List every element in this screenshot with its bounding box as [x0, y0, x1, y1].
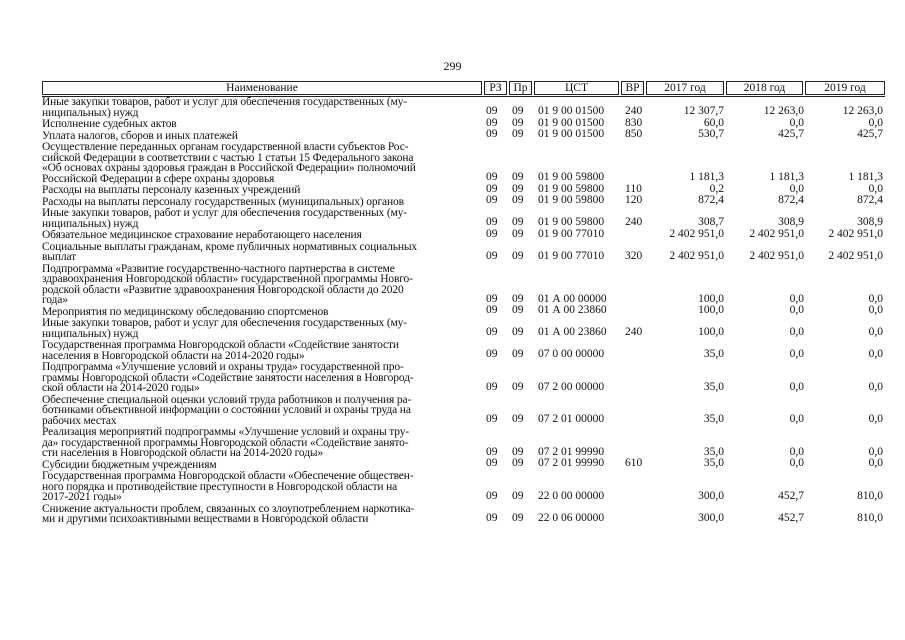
- row-vr: 830: [625, 116, 643, 129]
- row-2019: 0,0: [868, 116, 883, 129]
- row-rz: 09: [486, 445, 498, 458]
- row-2019: 0,0: [868, 380, 883, 393]
- table-row: [42, 427, 885, 459]
- row-name: Подпрограмма «Развитие государственно-частного партнерства в системе здравоохранения Новгородской области» государственной программы Новго- родской области «Развитие здравоохранения Новгородской области до 2020 года»: [42, 262, 413, 306]
- row-cst: 07 2 01 99990: [538, 457, 605, 469]
- header-rz: РЗ: [484, 81, 507, 95]
- header-2019: 2019 год: [805, 81, 885, 95]
- table-row: [42, 182, 885, 196]
- row-2018: 0,0: [789, 326, 804, 338]
- row-rz: 09: [486, 304, 498, 316]
- row-rz: 09: [486, 348, 498, 360]
- row-2018: 2 402 951,0: [749, 227, 804, 240]
- row-vr: 240: [625, 326, 643, 338]
- row-2018: 0,0: [789, 292, 804, 305]
- row-2019: 0,0: [868, 182, 883, 195]
- row-2017: 300,0: [698, 511, 724, 524]
- row-cst: 01 9 00 59800: [538, 171, 605, 183]
- header-cst: ЦСТ: [534, 81, 619, 95]
- row-cst: 01 9 00 01500: [538, 105, 605, 117]
- row-vr: 850: [625, 128, 643, 140]
- row-name: Уплата налогов, сборов и иных платежей: [42, 129, 238, 142]
- row-2018: 452,7: [778, 489, 804, 502]
- row-2019: 0,0: [868, 292, 883, 305]
- row-name: Социальные выплаты гражданам, кроме публичных нормативных социальных выплат: [42, 240, 418, 263]
- table-row: [42, 97, 885, 118]
- row-2018: 12 263,0: [763, 105, 804, 117]
- row-2018: 0,0: [789, 348, 804, 360]
- row-rz: 09: [486, 292, 498, 305]
- row-pr: 09: [512, 511, 524, 524]
- row-2017: 308,7: [698, 216, 724, 228]
- table-row: [42, 128, 885, 142]
- row-cst: 01 9 00 01500: [538, 116, 605, 129]
- row-2017: 530,7: [698, 128, 724, 140]
- row-2018: 425,7: [778, 128, 804, 140]
- row-name: Государственная программа Новгородской области «Обеспечение обществен- ного порядка и противодействие преступности в Новгородской области на 2017-2021 годы»: [42, 470, 414, 503]
- row-cst: 01 А 00 23860: [538, 304, 607, 316]
- row-name: Подпрограмма «Улучшение условий и охраны труда» государственной про- граммы Новгородской области «Содействие занятости населения в Новгород- ской области на 2014-2020 годы»: [42, 361, 414, 394]
- row-name: Иные закупки товаров, работ и услуг для обеспечения государственных (му- ниципальных) нужд: [42, 96, 407, 119]
- row-cst: 01 9 00 01500: [538, 128, 605, 140]
- row-cst: 22 0 06 00000: [538, 511, 605, 524]
- row-rz: 09: [486, 171, 498, 183]
- row-name: Расходы на выплаты персоналу государственных (муниципальных) органов: [42, 195, 404, 208]
- row-rz: 09: [486, 216, 498, 228]
- row-pr: 09: [512, 216, 524, 228]
- row-2017: 100,0: [698, 326, 724, 338]
- row-rz: 09: [486, 489, 498, 502]
- row-2018: 0,0: [789, 380, 804, 393]
- row-pr: 09: [512, 489, 524, 502]
- row-2019: 12 263,0: [842, 105, 883, 117]
- row-2019: 872,4: [857, 194, 883, 206]
- row-2017: 1 181,3: [689, 171, 724, 183]
- row-2018: 0,0: [789, 182, 804, 195]
- row-cst: 01 9 00 59800: [538, 216, 605, 228]
- table-row: [42, 362, 885, 394]
- row-cst: 01 9 00 77010: [538, 249, 605, 262]
- row-cst: 07 2 01 99990: [538, 445, 605, 458]
- table-row: [42, 227, 885, 241]
- row-2018: 0,0: [789, 116, 804, 129]
- row-rz: 09: [486, 116, 498, 129]
- row-2019: 0,0: [868, 326, 883, 338]
- row-pr: 09: [512, 249, 524, 262]
- row-name: Государственная программа Новгородской области «Содействие занятости населения в Новгородской области на 2014-2020 годы»: [42, 339, 399, 362]
- table-row: [42, 242, 885, 263]
- row-2019: 810,0: [857, 489, 883, 502]
- row-2017: 12 307,7: [683, 105, 724, 117]
- row-pr: 09: [512, 445, 524, 458]
- row-vr: 240: [625, 216, 643, 228]
- row-2018: 1 181,3: [769, 171, 804, 183]
- row-name: Иные закупки товаров, работ и услуг для обеспечения государственных (му- ниципальных) нужд: [42, 207, 407, 230]
- table-row: [42, 194, 885, 208]
- header-2018: 2018 год: [726, 81, 803, 95]
- table-row: [42, 208, 885, 229]
- header-vr: ВР: [621, 81, 644, 95]
- row-2017: 35,0: [703, 348, 724, 360]
- row-cst: 07 2 01 00000: [538, 413, 605, 425]
- row-name: Реализация мероприятий подпрограммы «Улучшение условий и охраны тру- да» государственной программы Новгородской области «Содействие занято- сти населения в Новгородской области на 2014-2020 годы»: [42, 426, 410, 459]
- row-pr: 09: [512, 457, 524, 469]
- row-pr: 09: [512, 171, 524, 183]
- row-2019: 0,0: [868, 445, 883, 458]
- header-pr: Пр: [509, 81, 532, 95]
- table-row: [42, 116, 885, 130]
- row-cst: 01 А 00 23860: [538, 326, 607, 338]
- row-pr: 09: [512, 304, 524, 316]
- row-rz: 09: [486, 194, 498, 206]
- row-rz: 09: [486, 105, 498, 117]
- row-2018: 0,0: [789, 304, 804, 316]
- row-2017: 100,0: [698, 304, 724, 316]
- row-2019: 2 402 951,0: [828, 227, 883, 240]
- row-2017: 35,0: [703, 457, 724, 469]
- row-pr: 09: [512, 292, 524, 305]
- row-cst: 01 А 00 00000: [538, 292, 607, 305]
- row-2017: 872,4: [698, 194, 724, 206]
- row-pr: 09: [512, 348, 524, 360]
- row-2017: 35,0: [703, 413, 724, 425]
- row-2017: 35,0: [703, 380, 724, 393]
- row-pr: 09: [512, 182, 524, 195]
- row-rz: 09: [486, 182, 498, 195]
- row-pr: 09: [512, 128, 524, 140]
- row-rz: 09: [486, 249, 498, 262]
- row-name: Расходы на выплаты персоналу казенных учреждений: [42, 184, 301, 196]
- row-2018: 0,0: [789, 413, 804, 425]
- row-pr: 09: [512, 194, 524, 206]
- row-vr: 240: [625, 105, 643, 117]
- table-row: [42, 471, 885, 503]
- row-2019: 425,7: [857, 128, 883, 140]
- row-cst: 01 9 00 59800: [538, 194, 605, 206]
- table-row: [42, 142, 885, 184]
- row-name: Обеспечение специальной оценки условий труда работников и получения ра- ботниками объективной информации о состоянии условий и охраны труда на рабочих местах: [42, 393, 412, 427]
- row-2017: 60,0: [703, 116, 724, 129]
- row-2019: 0,0: [868, 413, 883, 425]
- row-2017: 300,0: [698, 489, 724, 502]
- row-2019: 0,0: [868, 457, 883, 469]
- row-rz: 09: [486, 227, 498, 240]
- row-name: Субсидии бюджетным учреждениям: [42, 458, 217, 471]
- row-2018: 2 402 951,0: [749, 249, 804, 262]
- row-name: Исполнение судебных актов: [42, 118, 177, 130]
- row-2018: 0,0: [789, 457, 804, 469]
- table-body: [42, 97, 885, 525]
- row-pr: 09: [512, 380, 524, 393]
- row-2019: 308,9: [857, 216, 883, 228]
- page-number: 299: [443, 59, 462, 73]
- row-vr: 120: [625, 194, 643, 206]
- row-name: Обязательное медицинское страхование неработающего населения: [42, 229, 362, 241]
- row-cst: 07 0 00 00000: [538, 348, 605, 360]
- table-row: [42, 340, 885, 361]
- row-2018: 872,4: [778, 194, 804, 206]
- row-2017: 35,0: [703, 445, 724, 458]
- row-name: Иные закупки товаров, работ и услуг для обеспечения государственных (му- ниципальных) нужд: [42, 317, 407, 340]
- table-row: [42, 504, 885, 525]
- row-2017: 2 402 951,0: [669, 249, 724, 262]
- header-name: Наименование: [42, 81, 482, 95]
- row-name: Мероприятия по медицинскому обследованию спортсменов: [42, 305, 329, 318]
- row-rz: 09: [486, 413, 498, 425]
- row-pr: 09: [512, 116, 524, 129]
- row-cst: 01 9 00 77010: [538, 227, 605, 240]
- row-rz: 09: [486, 128, 498, 140]
- row-2019: 2 402 951,0: [828, 249, 883, 262]
- row-rz: 09: [486, 380, 498, 393]
- table-row: [42, 264, 885, 306]
- row-2019: 810,0: [857, 511, 883, 524]
- row-pr: 09: [512, 105, 524, 117]
- row-2019: 1 181,3: [848, 171, 883, 183]
- row-2017: 100,0: [698, 292, 724, 305]
- row-2018: 0,0: [789, 445, 804, 458]
- row-pr: 09: [512, 413, 524, 425]
- row-2019: 0,0: [868, 348, 883, 360]
- row-2018: 308,9: [778, 216, 804, 228]
- row-cst: 01 9 00 59800: [538, 182, 605, 195]
- row-vr: 610: [625, 457, 643, 469]
- row-cst: 22 0 00 00000: [538, 489, 605, 502]
- row-2019: 0,0: [868, 304, 883, 316]
- row-2017: 0,2: [709, 182, 724, 195]
- header-2017: 2017 год: [646, 81, 724, 95]
- row-cst: 07 2 00 00000: [538, 380, 605, 393]
- table-row: [42, 318, 885, 339]
- row-pr: 09: [512, 227, 524, 240]
- row-rz: 09: [486, 457, 498, 469]
- row-pr: 09: [512, 326, 524, 338]
- row-rz: 09: [486, 511, 498, 524]
- row-name: Снижение актуальности проблем, связанных со злоупотреблением наркотика- ми и другими психоактивными веществами в Новгородской области: [42, 502, 415, 525]
- row-vr: 110: [625, 182, 642, 195]
- row-2018: 452,7: [778, 511, 804, 524]
- table-row: [42, 457, 885, 471]
- row-vr: 320: [625, 249, 643, 262]
- table-row: [42, 304, 885, 318]
- row-name: Осуществление переданных органам государственной власти субъектов Рос- сийской Федерации в соответствии с частью 1 статьи 15 Федерального закона «Об основах охраны здоровья граждан в Российской Федерации» полномочий Российской Федерации в сфере охраны здоровья: [42, 141, 416, 185]
- table-row: [42, 395, 885, 427]
- row-rz: 09: [486, 326, 498, 338]
- row-2017: 2 402 951,0: [669, 227, 724, 240]
